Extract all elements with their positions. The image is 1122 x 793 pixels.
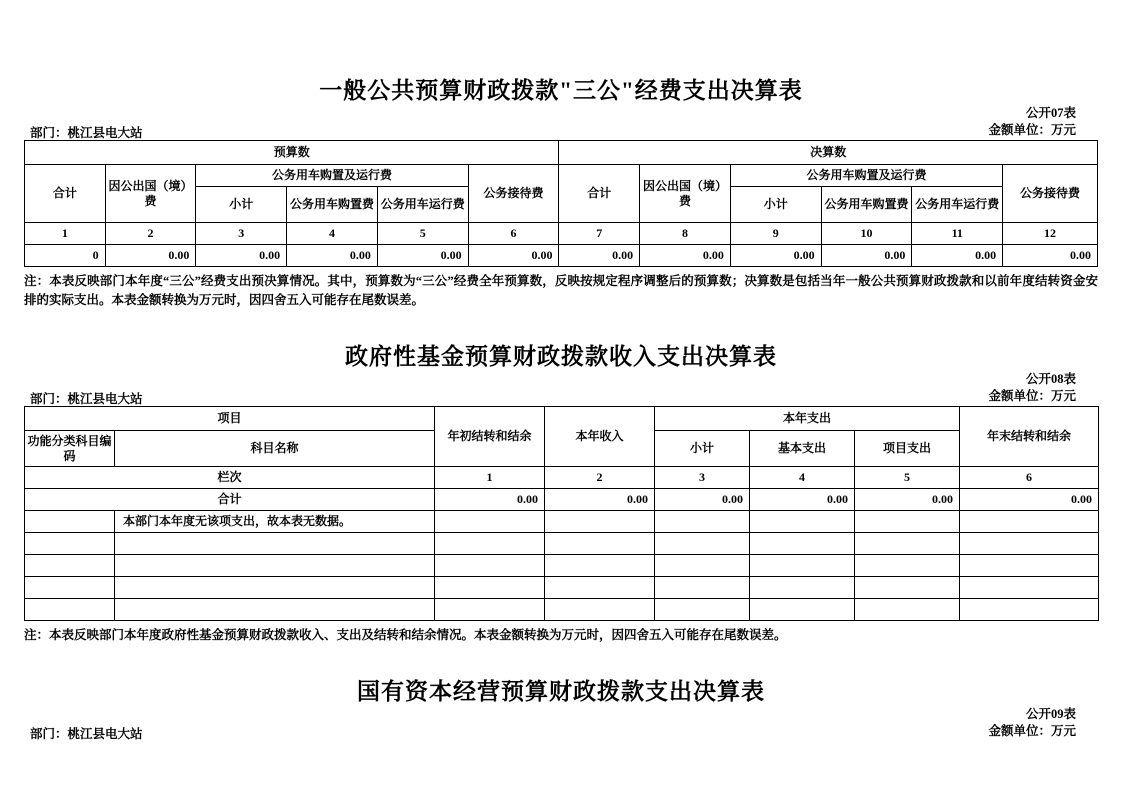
col-number: 6 xyxy=(960,467,1099,489)
col-number: 12 xyxy=(1003,223,1098,245)
empty-cell xyxy=(655,577,750,599)
empty-cell xyxy=(750,533,855,555)
empty-cell xyxy=(750,577,855,599)
col-number: 3 xyxy=(655,467,750,489)
table-row xyxy=(25,511,1099,533)
col-number: 2 xyxy=(105,223,196,245)
empty-cell xyxy=(545,555,655,577)
value-cell: 0.00 xyxy=(545,489,655,511)
page-title-2: 政府性基金预算财政拨款收入支出决算表 xyxy=(345,344,777,369)
col-number: 6 xyxy=(468,223,559,245)
header-begin-balance: 年初结转和结余 xyxy=(435,407,545,467)
table3-meta xyxy=(24,707,1098,741)
table-row xyxy=(25,555,1099,577)
table3-meta-right xyxy=(988,706,1076,740)
table-row xyxy=(25,141,1098,165)
col-number: 11 xyxy=(912,223,1003,245)
header-final-vehicle-purchase: 公务用车购置费 xyxy=(821,187,912,223)
value-cell: 0.00 xyxy=(435,489,545,511)
table-row xyxy=(25,245,1098,267)
col-number: 2 xyxy=(545,467,655,489)
col-number: 1 xyxy=(435,467,545,489)
empty-cell xyxy=(655,599,750,621)
header-basic-expense: 基本支出 xyxy=(750,431,855,467)
empty-cell xyxy=(115,533,435,555)
header-final-subtotal: 小计 xyxy=(730,187,821,223)
value-cell: 0 xyxy=(25,245,106,267)
col-number: 3 xyxy=(196,223,287,245)
empty-cell xyxy=(750,511,855,533)
empty-cell xyxy=(855,511,960,533)
empty-cell xyxy=(750,599,855,621)
empty-cell xyxy=(655,533,750,555)
header-budget-vehicle-operation: 公务用车运行费 xyxy=(377,187,468,223)
header-function-code: 功能分类科目编码 xyxy=(25,431,115,467)
table3-unit-label: 金额单位：万元 xyxy=(988,724,1076,738)
value-cell: 0.00 xyxy=(287,245,378,267)
value-cell: 0.00 xyxy=(105,245,196,267)
header-final-abroad: 因公出国（境）费 xyxy=(640,165,731,223)
table1-unit-label: 金额单位：万元 xyxy=(988,123,1076,137)
empty-cell xyxy=(855,555,960,577)
value-cell: 0.00 xyxy=(468,245,559,267)
table3-form-no: 公开09表 xyxy=(1025,707,1076,721)
rowno-label: 栏次 xyxy=(25,467,435,489)
empty-cell xyxy=(435,555,545,577)
empty-note: 本部门本年度无该项支出，故本表无数据。 xyxy=(115,511,435,533)
table2-meta-right xyxy=(988,371,1076,405)
empty-cell xyxy=(655,511,750,533)
empty-cell xyxy=(655,555,750,577)
three-public-expense-table xyxy=(24,140,1098,267)
table2-note: 注：本表反映部门本年度政府性基金预算财政拨款收入、支出及结转和结余情况。本表金额转换为万元时，因四舍五入可能存在尾数误差。 xyxy=(24,628,787,642)
header-year-income: 本年收入 xyxy=(545,407,655,467)
empty-cell xyxy=(855,577,960,599)
header-budget-group: 预算数 xyxy=(25,141,559,165)
government-fund-budget-table xyxy=(24,406,1099,621)
empty-cell xyxy=(115,555,435,577)
empty-cell xyxy=(435,599,545,621)
table1-meta xyxy=(24,106,1098,140)
table3-dept-label: 部门：桃江县电大站 xyxy=(30,727,143,741)
header-year-expense-group: 本年支出 xyxy=(655,407,960,431)
empty-cell xyxy=(545,511,655,533)
empty-cell xyxy=(25,599,115,621)
value-cell: 0.00 xyxy=(730,245,821,267)
page-title-1: 一般公共预算财政拨款"三公"经费支出决算表 xyxy=(319,78,803,103)
empty-cell xyxy=(25,533,115,555)
value-cell: 0.00 xyxy=(912,245,1003,267)
table2-meta xyxy=(24,372,1098,406)
header-project-expense: 项目支出 xyxy=(855,431,960,467)
empty-cell xyxy=(545,577,655,599)
col-number: 9 xyxy=(730,223,821,245)
header-item-group: 项目 xyxy=(25,407,435,431)
empty-cell xyxy=(25,555,115,577)
header-end-balance: 年末结转和结余 xyxy=(960,407,1099,467)
value-cell: 0.00 xyxy=(960,489,1099,511)
page-title-3: 国有资本经营预算财政拨款支出决算表 xyxy=(357,679,765,704)
value-cell: 0.00 xyxy=(196,245,287,267)
col-number: 7 xyxy=(559,223,640,245)
empty-cell xyxy=(750,555,855,577)
empty-cell xyxy=(25,511,115,533)
value-cell: 0.00 xyxy=(1003,245,1098,267)
col-number: 8 xyxy=(640,223,731,245)
col-number: 1 xyxy=(25,223,106,245)
empty-cell xyxy=(545,533,655,555)
empty-cell xyxy=(25,577,115,599)
col-number: 4 xyxy=(287,223,378,245)
header-budget-vehicle-group: 公务用车购置及运行费 xyxy=(196,165,468,187)
empty-cell xyxy=(960,577,1099,599)
table-row xyxy=(25,467,1099,489)
header-budget-total: 合计 xyxy=(25,165,106,223)
header-final-vehicle-group: 公务用车购置及运行费 xyxy=(730,165,1002,187)
table1-note: 注：本表反映部门本年度“三公”经费支出预决算情况。其中，预算数为“三公”经费全年预算数，反映按规定程序调整后的预算数；决算数是包括当年一般公共预算财政拨款和以前年度结转资金安排的实际支出。本表金额转换为万元时，因四舍五入可能存在尾数误差。 xyxy=(24,274,1098,307)
table2-dept-label: 部门：桃江县电大站 xyxy=(30,392,143,406)
empty-cell xyxy=(960,599,1099,621)
empty-cell xyxy=(960,511,1099,533)
table-row xyxy=(25,533,1099,555)
table-row xyxy=(25,223,1098,245)
header-budget-subtotal: 小计 xyxy=(196,187,287,223)
empty-cell xyxy=(545,599,655,621)
header-final-group: 决算数 xyxy=(559,141,1098,165)
table-row xyxy=(25,489,1099,511)
empty-cell xyxy=(435,533,545,555)
value-cell: 0.00 xyxy=(655,489,750,511)
table-row xyxy=(25,165,1098,187)
value-cell: 0.00 xyxy=(855,489,960,511)
header-final-vehicle-operation: 公务用车运行费 xyxy=(912,187,1003,223)
col-number: 5 xyxy=(855,467,960,489)
value-cell: 0.00 xyxy=(377,245,468,267)
value-cell: 0.00 xyxy=(750,489,855,511)
empty-cell xyxy=(115,577,435,599)
total-label: 合计 xyxy=(25,489,435,511)
table2-unit-label: 金额单位：万元 xyxy=(988,389,1076,403)
col-number: 4 xyxy=(750,467,855,489)
value-cell: 0.00 xyxy=(559,245,640,267)
table-row xyxy=(25,407,1099,431)
empty-cell xyxy=(855,533,960,555)
header-final-hospitality: 公务接待费 xyxy=(1003,165,1098,223)
table2-form-no: 公开08表 xyxy=(1025,372,1076,386)
header-budget-abroad: 因公出国（境）费 xyxy=(105,165,196,223)
empty-cell xyxy=(115,599,435,621)
header-subject-name: 科目名称 xyxy=(115,431,435,467)
empty-cell xyxy=(435,577,545,599)
value-cell: 0.00 xyxy=(821,245,912,267)
table1-form-no: 公开07表 xyxy=(1025,106,1076,120)
table1-dept-label: 部门：桃江县电大站 xyxy=(30,126,143,140)
table1-meta-right xyxy=(988,105,1076,139)
value-cell: 0.00 xyxy=(640,245,731,267)
empty-cell xyxy=(960,555,1099,577)
table-row xyxy=(25,577,1099,599)
empty-cell xyxy=(960,533,1099,555)
col-number: 10 xyxy=(821,223,912,245)
header-budget-hospitality: 公务接待费 xyxy=(468,165,559,223)
header-expense-subtotal: 小计 xyxy=(655,431,750,467)
header-final-total: 合计 xyxy=(559,165,640,223)
table-row xyxy=(25,599,1099,621)
empty-cell xyxy=(855,599,960,621)
empty-cell xyxy=(435,511,545,533)
header-budget-vehicle-purchase: 公务用车购置费 xyxy=(287,187,378,223)
col-number: 5 xyxy=(377,223,468,245)
